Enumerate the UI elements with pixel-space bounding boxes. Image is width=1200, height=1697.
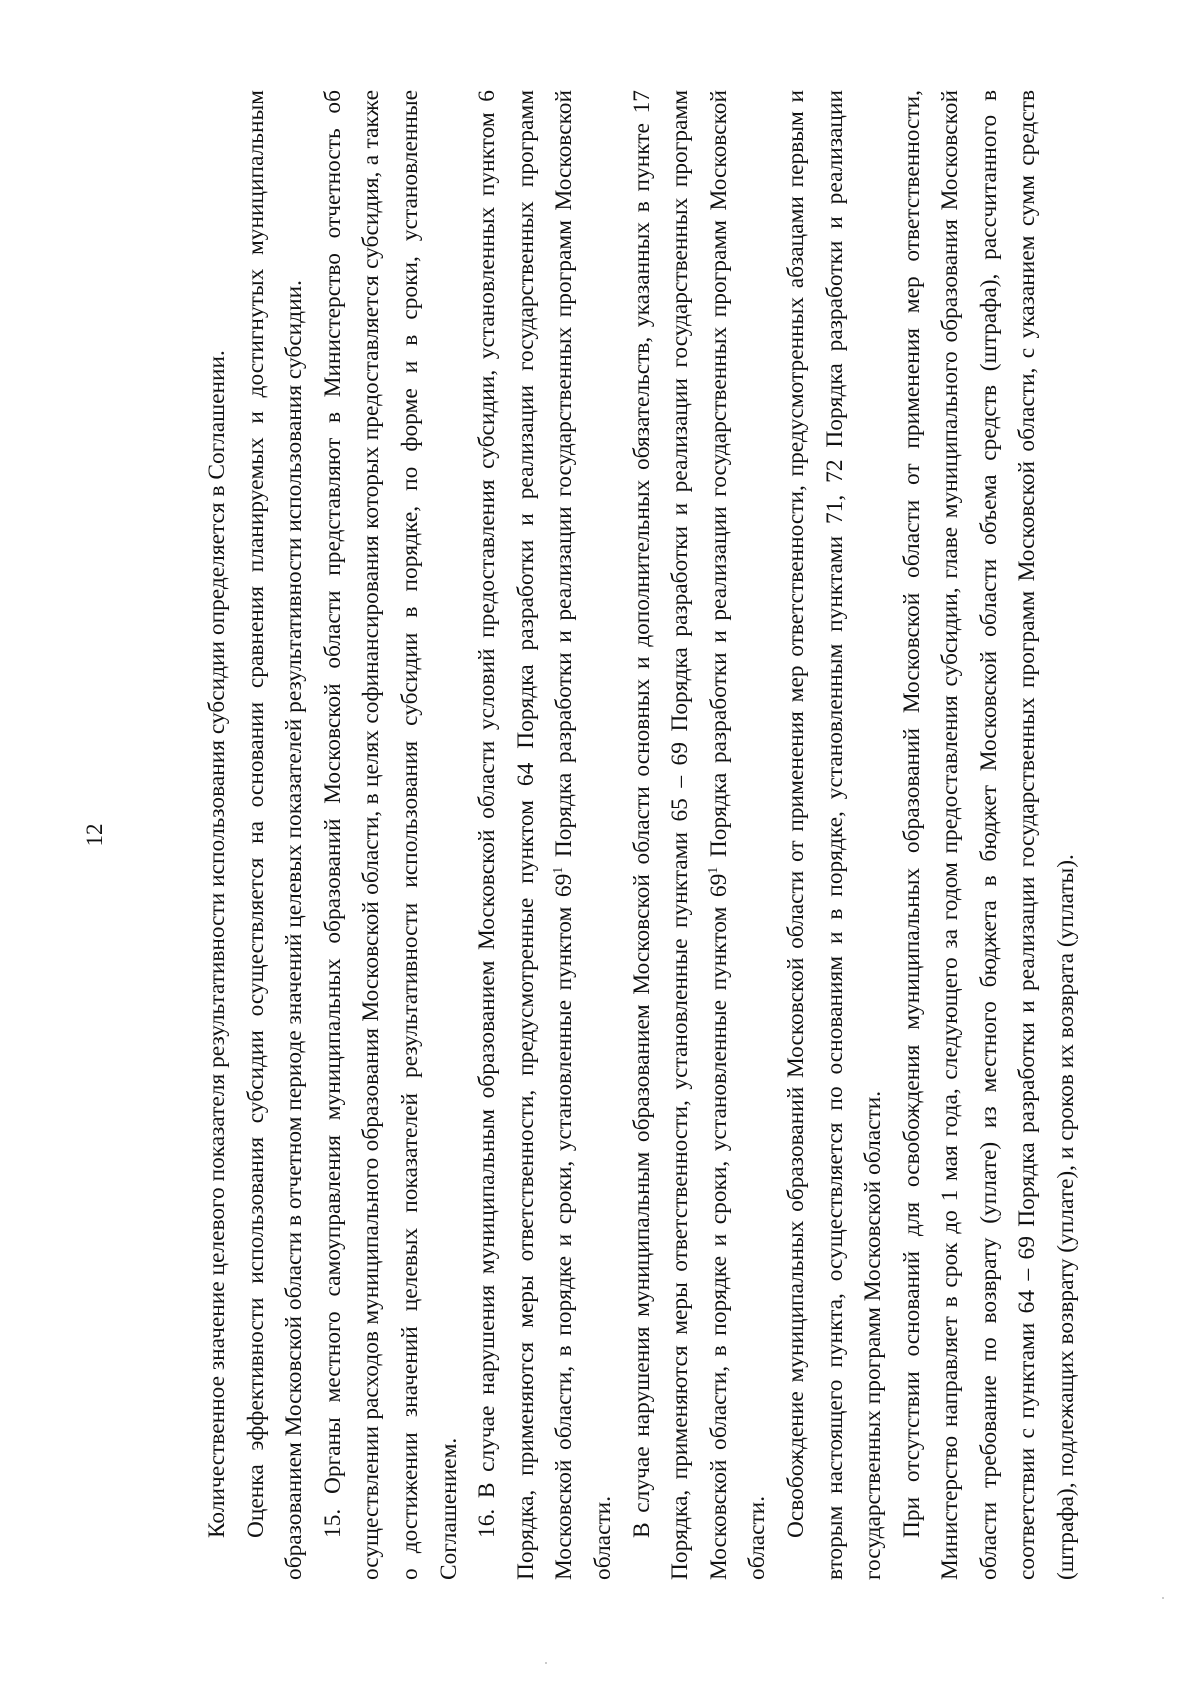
rotated-content bbox=[82, 90, 1098, 1580]
paragraph-release-from-liability: Освобождение муниципальных образований Московской области от применения мер ответственности, предусмотренных абзацами первым и вторым настоящего пункта, осуществляется по основаниям и в порядке, установленным пунктами 71, 72 Порядка разработки и реализации государственных программ Московской области. bbox=[782, 90, 887, 1580]
scan-speck bbox=[545, 1662, 547, 1664]
paragraph-obligations-violation bbox=[623, 90, 777, 1580]
scan-speck bbox=[1162, 1597, 1164, 1599]
page-number: 12 bbox=[82, 823, 107, 847]
paragraph-16-violation bbox=[468, 90, 622, 1580]
paragraph-efficiency-assessment: Оценка эффективности использования субсидии осуществляется на основании сравнения планируемых и достигнутых муниципальным образованием Московской области в отчетном периоде значений целевых показателей результативности использования субсидии. bbox=[242, 90, 308, 1580]
paragraph-refund-requirement: При отсутствии оснований для освобождения муниципальных образований Московской области от применения мер ответственности, Министерство направляет в срок до 1 мая года, следующего за годом предоставления субсидии, главе муниципального образования Московской области требование по возврату (уплате) из местного бюджета в бюджет Московской области объема средств (штрафа), рассчитанного в соответствии с пунктами 64 – 69 Порядка разработки и реализации государственных программ Московской области, с указанием сумм средств (штрафа), подлежащих возврату (уплате), и сроков их возврата (уплаты). bbox=[898, 90, 1080, 1580]
paragraph-target-value: Количественное значение целевого показателя результативности использования субсидии определяется в Соглашении. bbox=[204, 350, 230, 1538]
paragraph-obligations-text-a: В случае нарушения муниципальным образованием Московской области основных и дополнительных обязательств, указанных в пункте 17 Порядка, применяются меры ответственности, установленные пунктами 65 – 69 Порядка разработки и реализации государственных программ Московской области, в порядке и сроки, установленные пунктом 69 bbox=[628, 90, 732, 1580]
body-text bbox=[198, 90, 1086, 1580]
paragraph-16-text-a: 16. В случае нарушения муниципальным образованием Московской области условий предоставления субсидии, установленных пунктом 6 Порядка, применяются меры ответственности, предусмотренные пунктом 64 Порядка разработки и реализации государственных программ Московской области, в порядке и сроки, установленные пунктом 69 bbox=[474, 90, 578, 1580]
paragraph-16-superscript: 1 bbox=[551, 866, 567, 874]
paragraph-obligations-text-b: Порядка разработки и реализации государственных программ Московской области. bbox=[705, 90, 771, 1580]
paragraph-obligations-superscript: 1 bbox=[705, 866, 721, 874]
paragraph-15-reporting: 15. Органы местного самоуправления муниципальных образований Московской области представляют в Министерство отчетность об осуществлении расходов муниципального образования Московской области, в целях софинансирования которых предоставляется субсидия, а также о достижении значений целевых показателей результативности использования субсидии в порядке, по форме и в сроки, установленные Соглашением. bbox=[319, 90, 462, 1580]
paragraph-16-text-b: Порядка разработки и реализации государственных программ Московской области. bbox=[551, 90, 616, 1580]
